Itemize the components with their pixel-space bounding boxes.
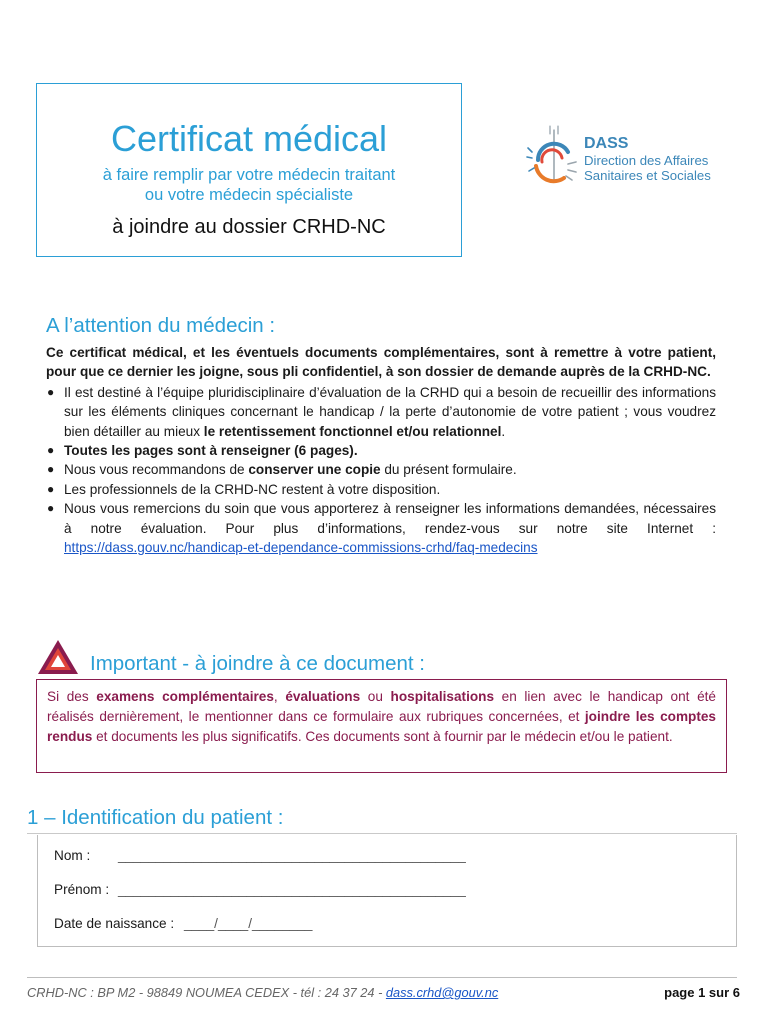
dob-input[interactable]: ____/____/________ xyxy=(183,916,313,931)
attention-heading: A l’attention du médecin : xyxy=(46,314,276,337)
important-heading: Important - à joindre à ce document : xyxy=(90,652,426,675)
page-number: page 1 sur 6 xyxy=(664,985,740,1000)
bullet-bold: conserver une copie xyxy=(248,462,381,478)
bullet-icon: ● xyxy=(47,384,55,399)
list-item xyxy=(46,383,716,441)
footer-address-text: CRHD-NC : BP M2 - 98849 NOUMEA CEDEX - tél : 24 37 24 - xyxy=(27,985,386,1000)
warning-triangle-icon xyxy=(36,638,80,676)
nom-input[interactable]: ______________________________________________ xyxy=(118,848,466,863)
bullet-text: Il est destiné à l’équipe pluridisciplinaire d’évaluation de la CRHD qui a besoin de recueillir des informations sur les éléments cliniques concernant le handicap / la perte d’autonomie de votre patient ; vous voudrez bien détailler au mieux xyxy=(64,384,716,439)
bullet-icon: ● xyxy=(47,481,55,496)
bullet-icon: ● xyxy=(47,501,55,516)
faq-link[interactable]: https://dass.gouv.nc/handicap-et-dependance-commissions-crhd/faq-medecins xyxy=(64,540,538,556)
prenom-input[interactable]: ______________________________________________ xyxy=(118,882,466,897)
footer-email-link[interactable]: dass.crhd@gouv.nc xyxy=(385,985,499,1000)
list-item xyxy=(46,441,716,460)
attention-section xyxy=(46,343,716,557)
important-bold: évaluations xyxy=(285,689,361,704)
prenom-label: Prénom : xyxy=(54,882,110,897)
section-divider xyxy=(27,833,737,834)
bullet-text: Nous vous remercions du soin que vous apporterez à renseigner les informations demandées, nécessaires à notre évaluation. Pour plus d’informations, rendez-vous sur notre site Internet : xyxy=(64,501,716,536)
bullet-bold: le retentissement fonctionnel et/ou relationnel xyxy=(203,423,502,439)
identification-heading: 1 – Identification du patient : xyxy=(27,806,284,829)
attention-intro: Ce certificat médical, et les éventuels documents complémentaires, sont à remettre à votre patient, pour que ce dernier les joigne, sous pli confidentiel, à son dossier de demande auprès de la CRHD-NC. xyxy=(46,345,716,380)
list-item xyxy=(46,499,716,557)
bullet-icon: ● xyxy=(47,443,55,458)
important-box xyxy=(36,679,727,773)
list-item xyxy=(46,480,716,499)
nom-label: Nom : xyxy=(54,848,91,863)
attention-bullets xyxy=(46,383,716,558)
page-title: Certificat médical xyxy=(110,118,388,159)
logo-line-1: Direction des Affaires xyxy=(584,153,709,168)
bullet-icon: ● xyxy=(47,462,55,477)
subtitle xyxy=(37,165,461,205)
list-item xyxy=(46,460,716,479)
dob-label: Date de naissance : xyxy=(54,916,175,931)
bullet-text: Nous vous recommandons de xyxy=(64,462,249,478)
dass-emblem-icon xyxy=(524,122,582,188)
logo-line-2: Sanitaires et Sociales xyxy=(584,168,711,183)
logo-acronym: DASS xyxy=(584,135,629,152)
bullet-end: . xyxy=(501,423,506,439)
bullet-text: Les professionnels de la CRHD-NC restent à votre disposition. xyxy=(64,481,441,497)
nom-field[interactable] xyxy=(54,848,466,863)
subtitle-line-2: ou votre médecin spécialiste xyxy=(144,186,354,204)
important-text: en lien avec le handicap ont été réalisés dernièrement, le mentionner dans ce formulaire aux rubriques concernées, et xyxy=(47,689,716,725)
important-text: Si des xyxy=(47,689,97,704)
important-text: ou xyxy=(360,689,391,704)
important-text: et documents les plus significatifs. Ces documents sont à fournir par le médecin et/ou le patient. xyxy=(92,729,673,745)
dob-field[interactable] xyxy=(54,916,312,931)
identification-box xyxy=(37,835,737,947)
footer-divider xyxy=(27,977,737,978)
bullet-end: du présent formulaire. xyxy=(380,462,517,478)
important-bold: joindre les comptes rendus xyxy=(47,709,716,745)
bullet-bold: Toutes les pages sont à renseigner (6 pages). xyxy=(64,443,358,459)
subtitle-line-1: à faire remplir par votre médecin traitant xyxy=(102,166,396,184)
important-text: , xyxy=(273,689,286,704)
dass-logo xyxy=(524,122,724,188)
important-bold: examens complémentaires xyxy=(96,689,274,704)
join-line: à joindre au dossier CRHD-NC xyxy=(112,216,386,238)
title-box xyxy=(36,83,462,257)
prenom-field[interactable] xyxy=(54,882,466,897)
important-bold: hospitalisations xyxy=(390,689,495,704)
footer-address xyxy=(27,985,498,1000)
